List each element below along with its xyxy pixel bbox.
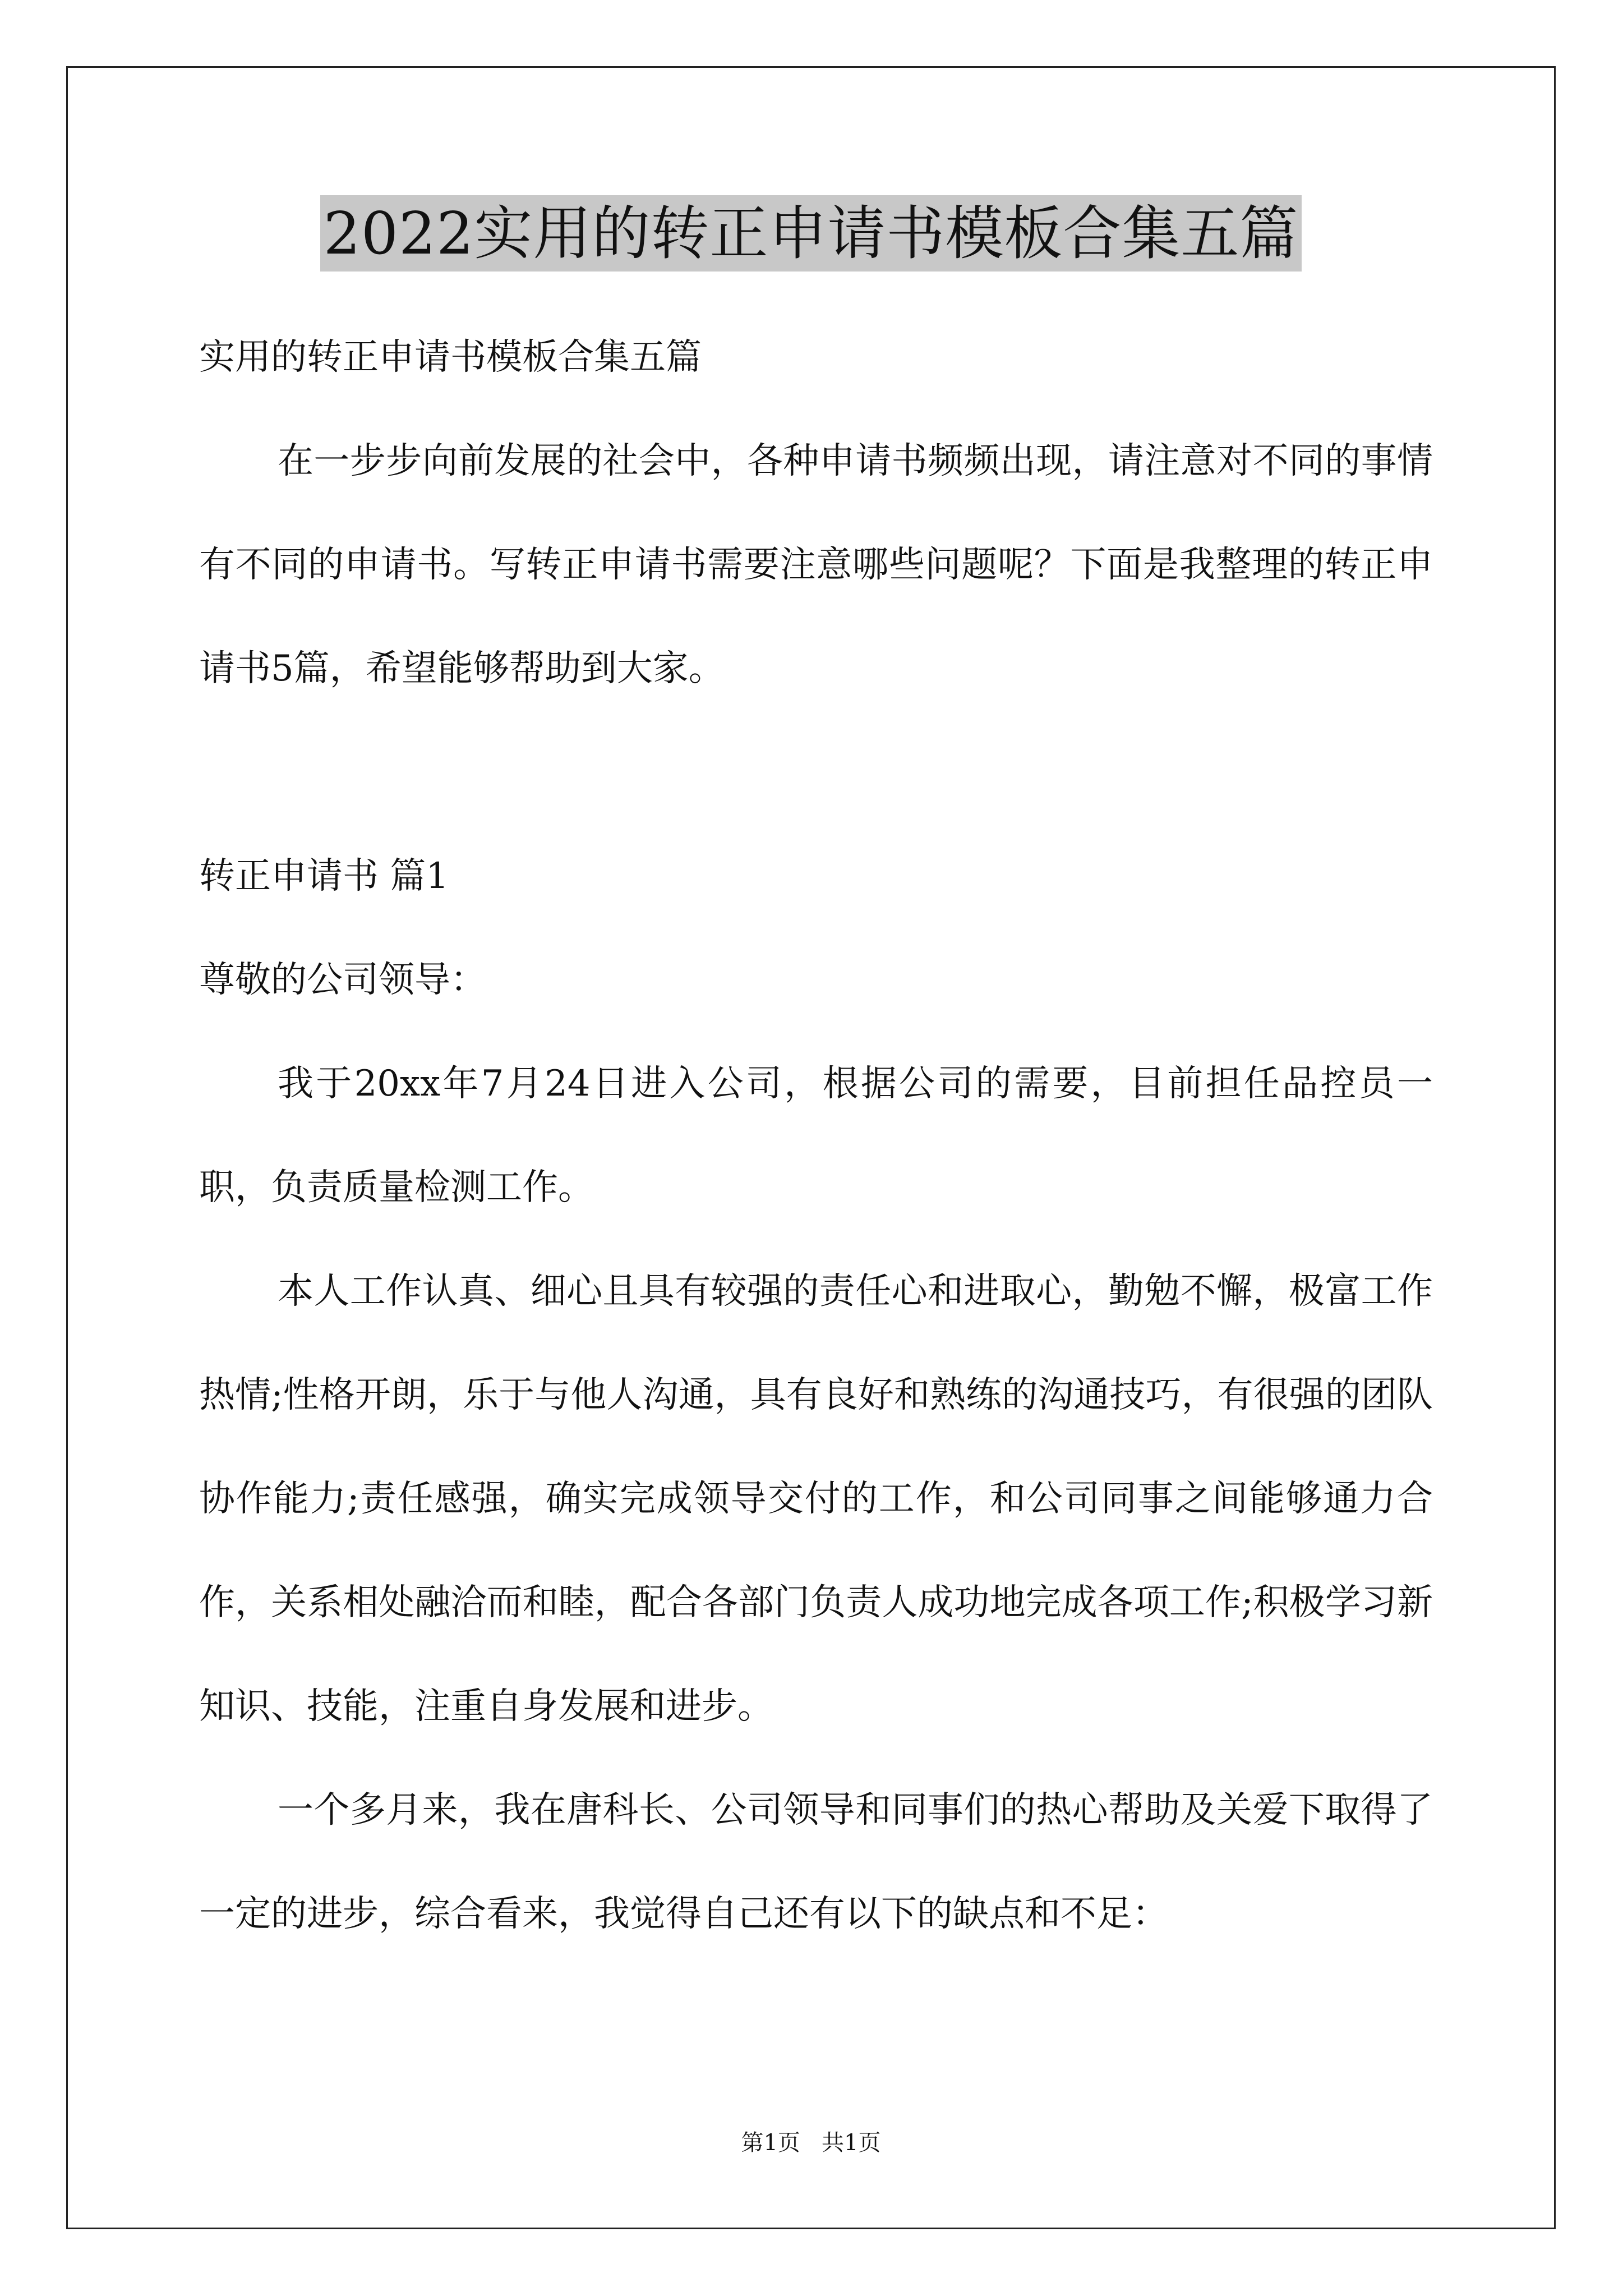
salutation: 尊敬的公司领导： [199, 959, 486, 1001]
blank-line [199, 721, 1433, 825]
document-title: 2022实用的转正申请书模板合集五篇 [320, 195, 1302, 272]
title-block [66, 195, 1556, 272]
body-paragraph: 一个多月来，我在唐科长、公司领导和同事们的热心帮助及关爱下取得了一定的进步，综合看来，我觉得自己还有以下的缺点和不足： [199, 1789, 1433, 1935]
document-body [199, 306, 1433, 1966]
intro-paragraph: 在一步步向前发展的社会中，各种申请书频频出现，请注意对不同的事情有不同的申请书。写转正申请书需要注意哪些问题呢？下面是我整理的转正申请书5篇，希望能够帮助到大家。 [199, 440, 1433, 689]
page-footer: 第1页 共1页 [741, 2130, 881, 2156]
section-heading: 转正申请书 篇1 [199, 855, 449, 897]
document-subtitle: 实用的转正申请书模板合集五篇 [199, 337, 702, 378]
body-paragraph: 我于20xx年7月24日进入公司，根据公司的需要，目前担任品控员一职，负责质量检测工作。 [199, 1063, 1433, 1208]
body-paragraph: 本人工作认真、细心且具有较强的责任心和进取心，勤勉不懈，极富工作热情;性格开朗，乐于与他人沟通，具有良好和熟练的沟通技巧，有很强的团队协作能力;责任感强，确实完成领导交付的工作，和公司同事之间能够通力合作，关系相处融洽而和睦，配合各部门负责人成功地完成各项工作;积极学习新知识、技能，注重自身发展和进步。 [199, 1271, 1433, 1727]
